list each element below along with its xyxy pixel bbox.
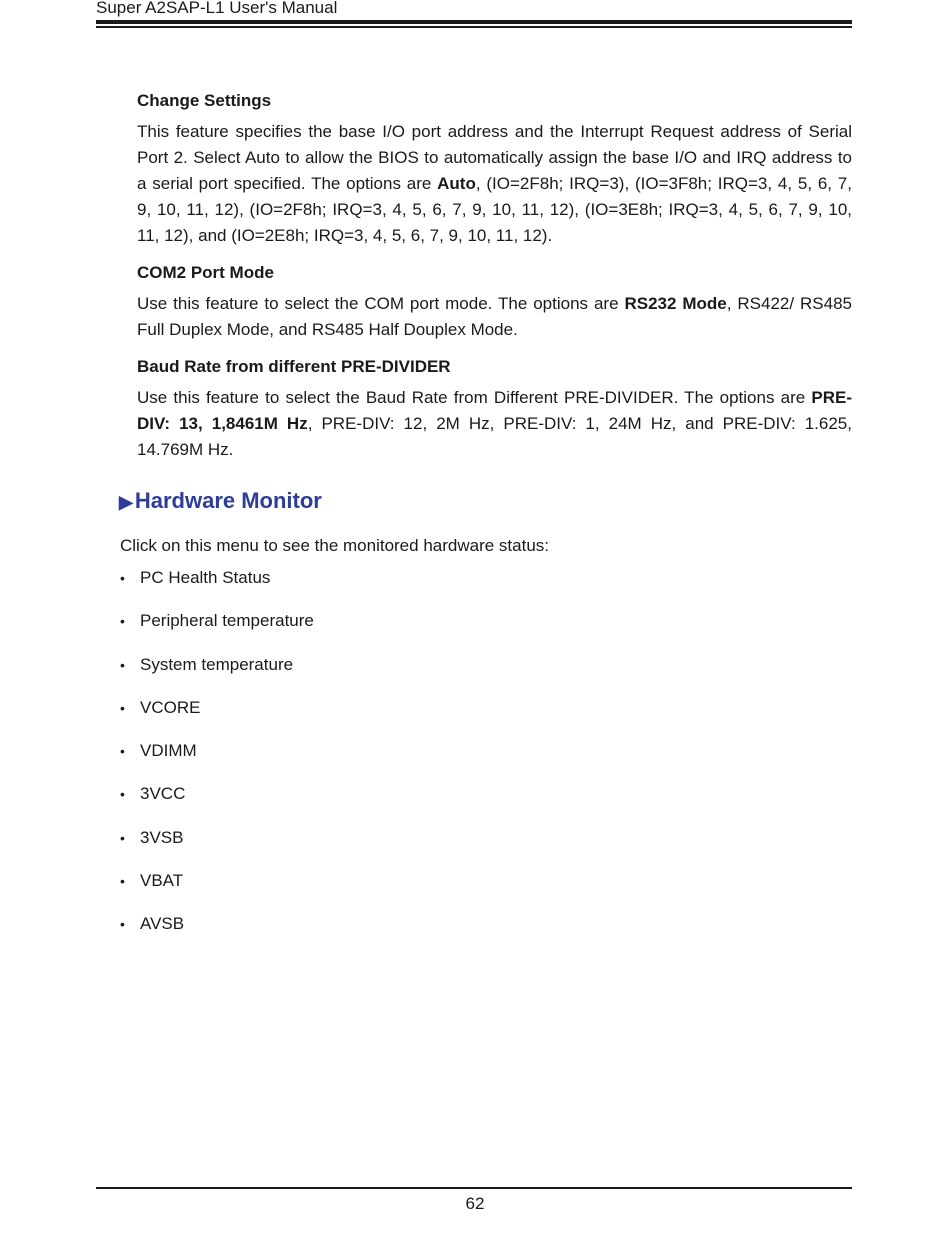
- list-item-label: System temperature: [140, 654, 294, 674]
- list-item: [120, 696, 314, 739]
- list-item: [120, 609, 314, 652]
- setting-description-baud-rate: Use this feature to select the Baud Rate from Different PRE-DIVIDER. The options are PRE-DIV: 13, 1,8461M Hz, PRE-DIV: 12, 2M Hz, PRE-DIV: 1, 24M Hz, and PRE-DIV: 1.625, 14.769M Hz.: [137, 388, 852, 459]
- list-item-label: 3VSB: [140, 827, 184, 847]
- manual-title: Super A2SAP-L1 User's Manual: [96, 0, 338, 17]
- settings-section: [137, 89, 852, 475]
- bullet-icon: •: [120, 656, 125, 673]
- setting-description-change-settings: This feature specifies the base I/O port address and the Interrupt Request address of Serial Port 2. Select Auto to allow the BIOS to automatically assign the base I/O and IRQ address to a serial port specified. The options are Auto, (IO=2F8h; IRQ=3), (IO=3F8h; IRQ=3, 4, 5, 6, 7, 9, 10, 11, 12), (IO=2F8h; IRQ=3, 4, 5, 6, 7, 9, 10, 11, 12), (IO=3E8h; IRQ=3, 4, 5, 6, 7, 9, 10, 11, 12), and (IO=2E8h; IRQ=3, 4, 5, 6, 7, 9, 10, 11, 12).: [137, 122, 852, 245]
- header-divider-thin: [96, 26, 852, 28]
- bullet-icon: •: [120, 786, 125, 803]
- list-item: [120, 739, 314, 782]
- list-item-label: 3VCC: [140, 784, 186, 804]
- bullet-icon: •: [120, 570, 125, 586]
- list-item-label: Peripheral temperature: [140, 611, 314, 631]
- setting-title-change-settings: Change Settings: [137, 91, 272, 110]
- list-item-label: VBAT: [140, 871, 184, 891]
- setting-description-com2-port-mode: Use this feature to select the COM port mode. The options are RS232 Mode, RS422/ RS485 Full Duplex Mode, and RS485 Half Douplex Mode.: [137, 294, 852, 339]
- list-item: [120, 653, 314, 696]
- bullet-icon: •: [120, 613, 125, 630]
- bullet-icon: •: [120, 743, 125, 760]
- list-item: [120, 869, 314, 912]
- triangle-right-icon: ▶: [119, 492, 133, 512]
- section-heading-hardware-monitor: [119, 486, 322, 517]
- list-item-label: VCORE: [140, 697, 201, 717]
- bullet-icon: •: [120, 829, 125, 846]
- page-number: 62: [465, 1194, 485, 1213]
- bullet-icon: •: [120, 873, 125, 890]
- setting-title-com2-port-mode: COM2 Port Mode: [137, 263, 274, 282]
- list-item: [120, 566, 314, 609]
- list-item-label: VDIMM: [140, 741, 197, 761]
- list-item: [120, 782, 314, 825]
- list-item: [120, 912, 314, 955]
- header-divider: [96, 20, 852, 24]
- list-item-label: PC Health Status: [140, 568, 271, 587]
- section-heading-text: Hardware Monitor: [134, 488, 322, 513]
- bullet-icon: •: [120, 699, 125, 716]
- bullet-icon: •: [120, 916, 125, 933]
- hardware-status-list: [120, 566, 314, 956]
- list-item-label: AVSB: [140, 914, 185, 934]
- setting-title-baud-rate: Baud Rate from different PRE-DIVIDER: [137, 357, 451, 376]
- hardware-monitor-intro: Click on this menu to see the monitored hardware status:: [120, 536, 549, 555]
- list-item: [120, 826, 314, 869]
- footer-divider: [96, 1187, 852, 1189]
